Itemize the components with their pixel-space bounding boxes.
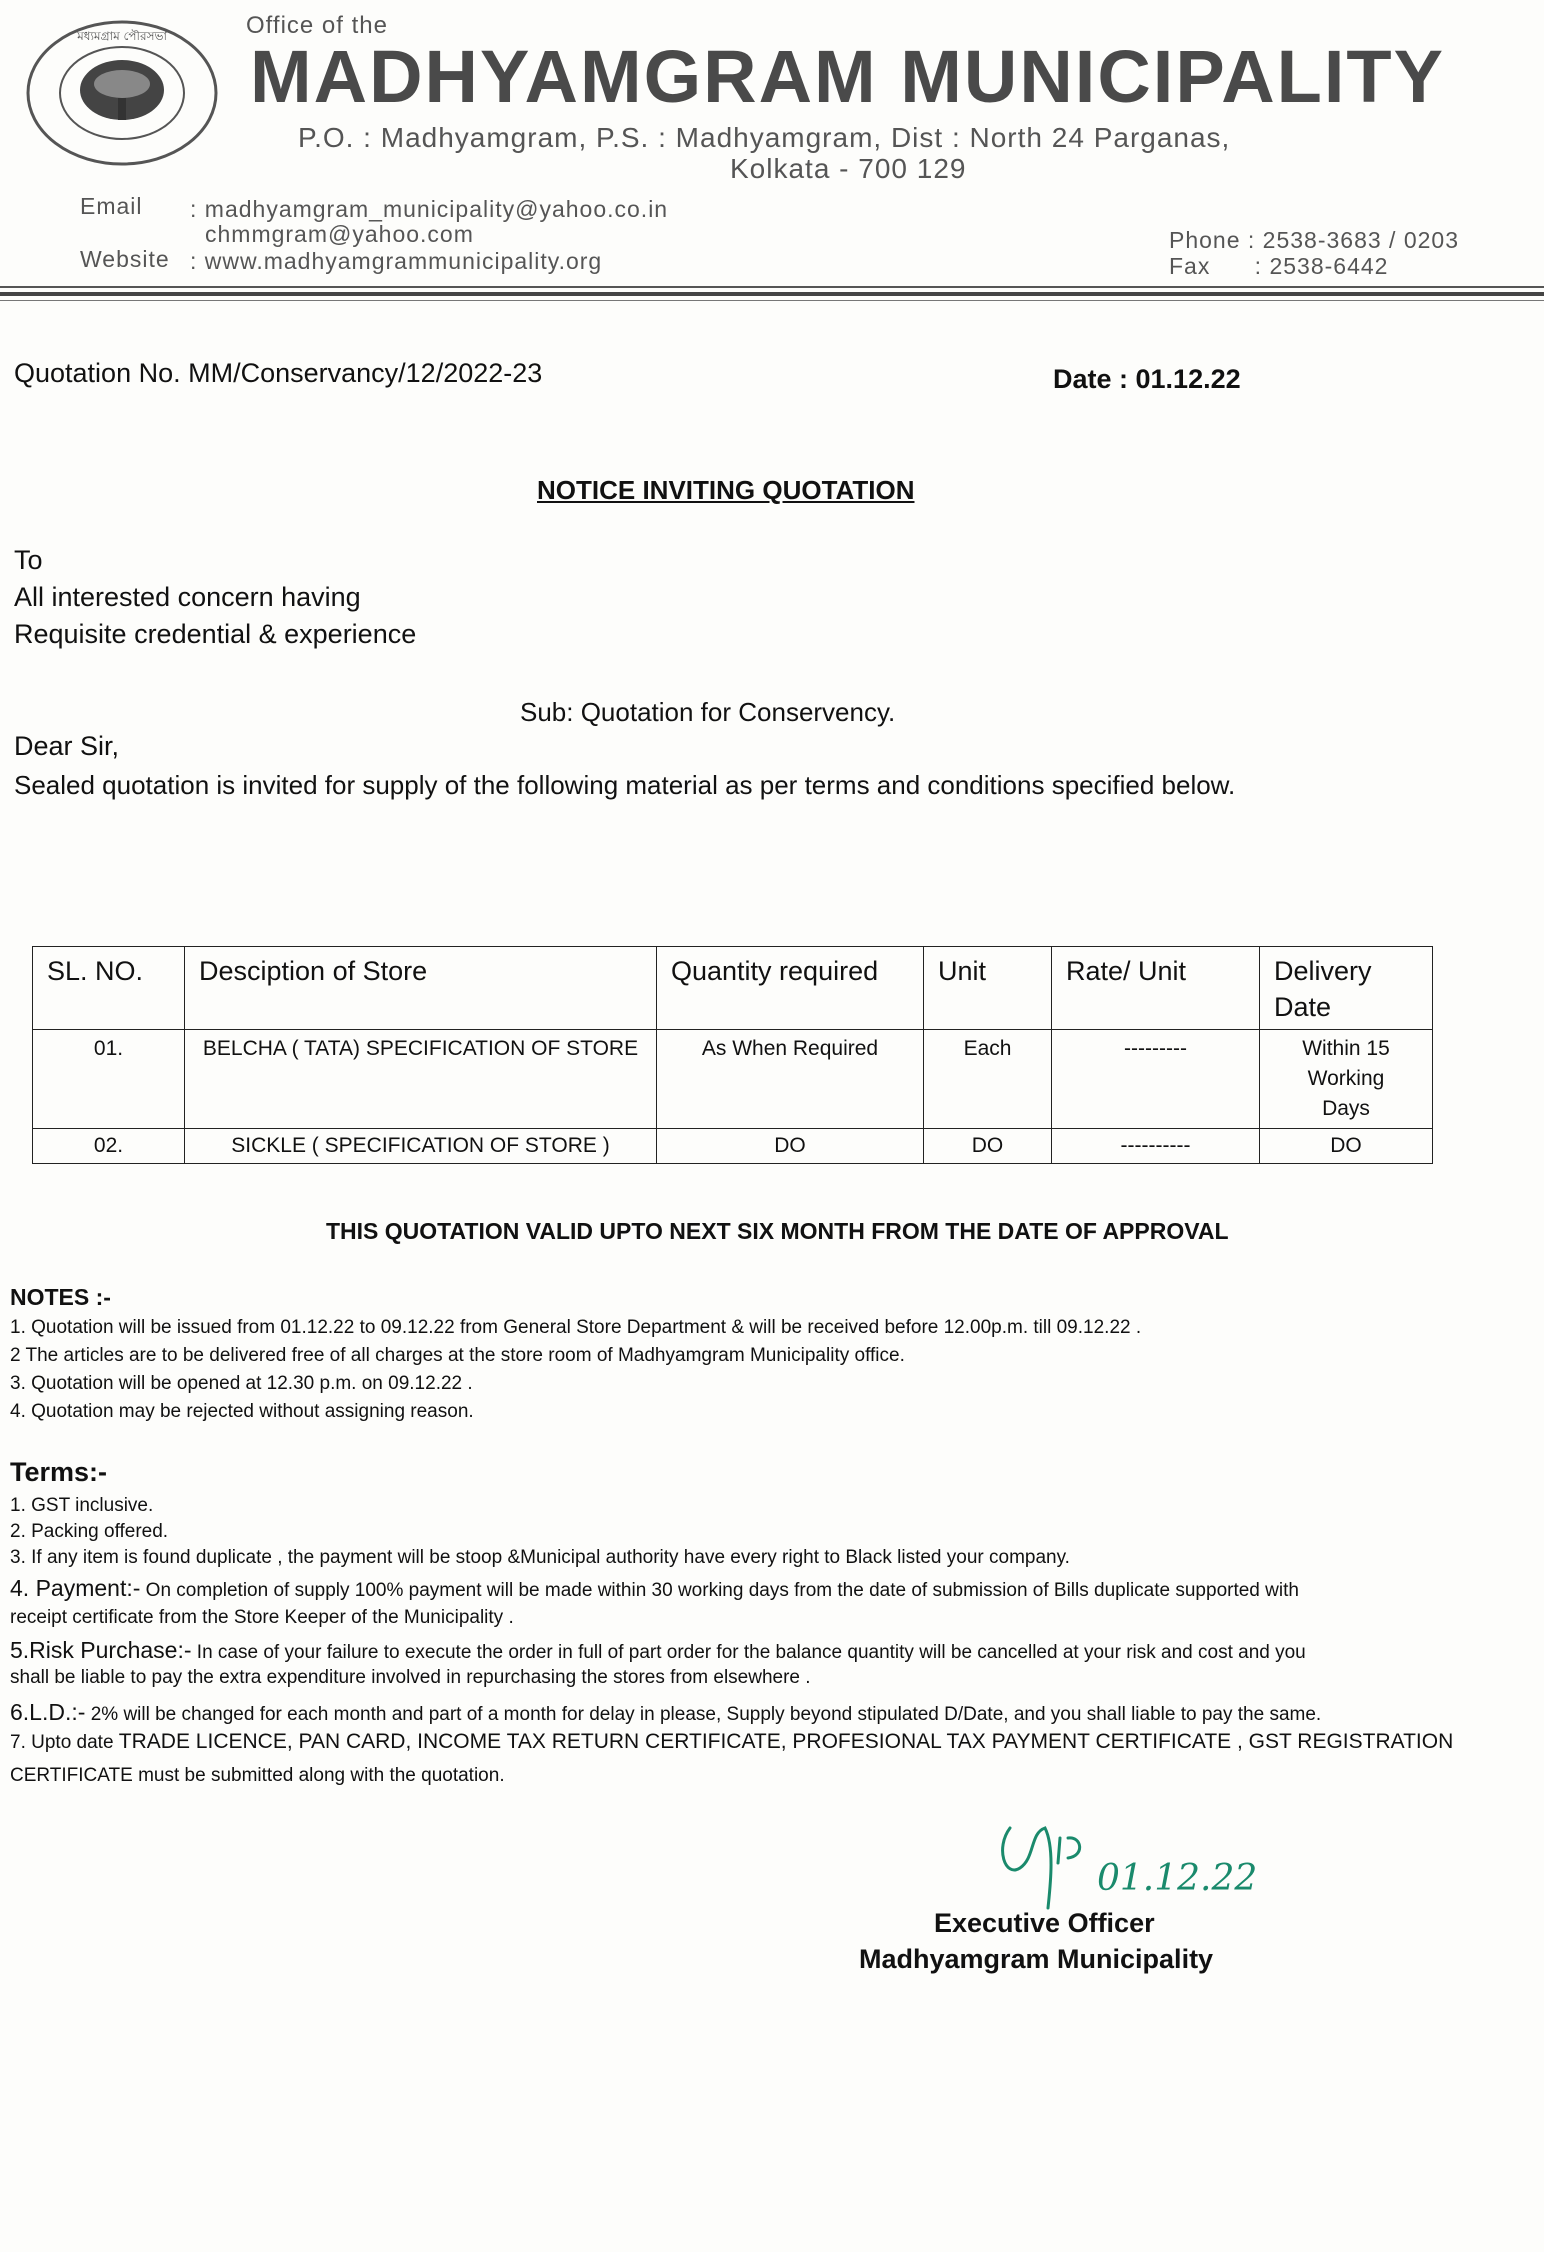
addressee-line2: Requisite credential & experience xyxy=(14,619,417,649)
salutation: Dear Sir, xyxy=(14,731,120,761)
letterhead-office-of: Office of the xyxy=(246,12,388,39)
term-item-documents xyxy=(10,1728,1453,1757)
handwritten-signature xyxy=(990,1808,1110,1918)
term-docs-suffix: must be submitted along with the quotation. xyxy=(132,1765,505,1786)
header-sl-no: SL. NO. xyxy=(33,947,185,1030)
letterhead-divider-thin xyxy=(0,286,1544,288)
note-item: 2 The articles are to be delivered free of all charges at the store room of Madhyamgram Municipality office. xyxy=(10,1345,905,1366)
letterhead-address-line1: P.O. : Madhyamgram, P.S. : Madhyamgram, Dist : North 24 Parganas, xyxy=(298,122,1231,153)
term-docs-list: TRADE LICENCE, PAN CARD, INCOME TAX RETURN CERTIFICATE, PROFESIONAL TAX PAYMENT CERTIFICATE , GST REGISTRATION xyxy=(118,1730,1454,1753)
cell-delivery-date: Within 15 Working Days xyxy=(1260,1030,1433,1129)
quotation-items-table xyxy=(32,946,1433,1164)
letterhead-address-line2: Kolkata - 700 129 xyxy=(730,153,967,184)
term-risk-continued: shall be liable to pay the extra expenditure involved in repurchasing the stores from elsewhere . xyxy=(10,1667,811,1688)
header-unit: Unit xyxy=(924,947,1052,1030)
cell-rate: --------- xyxy=(1052,1030,1260,1129)
addressee-to: To xyxy=(14,545,43,575)
term-risk-label: 5.Risk Purchase:- xyxy=(10,1637,192,1663)
quotation-date: Date : 01.12.22 xyxy=(1053,364,1241,394)
term-item-risk-purchase xyxy=(10,1636,1306,1667)
intro-paragraph: Sealed quotation is invited for supply of the following material as per terms and conditions specified below. xyxy=(14,770,1236,800)
fax-number: Fax : 2538-6442 xyxy=(1169,253,1389,279)
note-item: 4. Quotation may be rejected without assigning reason. xyxy=(10,1401,474,1422)
phone-numbers: Phone : 2538-3683 / 0203 xyxy=(1169,227,1460,253)
header-description: Desciption of Store xyxy=(185,947,657,1030)
signatory-designation: Executive Officer xyxy=(934,1908,1155,1938)
term-payment-continued: receipt certificate from the Store Keeper of the Municipality . xyxy=(10,1607,514,1628)
term-item: 3. If any item is found duplicate , the payment will be stoop &Municipal authority have every right to Black listed your company. xyxy=(10,1547,1070,1568)
note-item: 3. Quotation will be opened at 12.30 p.m. on 09.12.22 . xyxy=(10,1373,473,1394)
term-payment-label: 4. Payment:- xyxy=(10,1575,141,1601)
header-rate: Rate/ Unit xyxy=(1052,947,1260,1030)
table-header-row xyxy=(33,947,1433,1030)
cell-sl-no: 01. xyxy=(33,1030,185,1129)
quotation-number: Quotation No. MM/Conservancy/12/2022-23 xyxy=(14,358,543,388)
cell-description: BELCHA ( TATA) SPECIFICATION OF STORE xyxy=(185,1030,657,1129)
term-item: 2. Packing offered. xyxy=(10,1521,169,1542)
signatory-organisation: Madhyamgram Municipality xyxy=(859,1944,1214,1974)
term-item-payment xyxy=(10,1574,1299,1605)
seal-text: মধ্যমগ্রাম পৌরসভা xyxy=(77,29,167,43)
letterhead-divider-hairline xyxy=(0,300,1544,301)
term-documents-continued xyxy=(10,1762,505,1790)
website-url: : www.madhyamgrammunicipality.org xyxy=(190,248,603,274)
notes-heading: NOTES :- xyxy=(10,1284,111,1310)
subject-line: Sub: Quotation for Conservency. xyxy=(520,697,896,727)
cell-unit: Each xyxy=(924,1030,1052,1129)
email-label: Email xyxy=(80,193,143,219)
cell-rate: ---------- xyxy=(1052,1129,1260,1164)
cell-sl-no: 02. xyxy=(33,1129,185,1164)
term-docs-caps2: CERTIFICATE xyxy=(10,1765,133,1786)
letterhead-divider-thick xyxy=(0,292,1544,296)
cell-unit: DO xyxy=(924,1129,1052,1164)
term-item-ld xyxy=(10,1698,1321,1729)
email-address-1: : madhyamgram_municipality@yahoo.co.in xyxy=(190,196,669,222)
header-quantity: Quantity required xyxy=(657,947,924,1030)
term-item: 1. GST inclusive. xyxy=(10,1495,154,1516)
terms-heading: Terms:- xyxy=(10,1457,108,1487)
website-label: Website xyxy=(80,246,170,272)
handwritten-date: 01.12.22 xyxy=(1097,1858,1258,1899)
cell-description: SICKLE ( SPECIFICATION OF STORE ) xyxy=(185,1129,657,1164)
term-ld-text: 2% will be changed for each month and part of a month for delay in please, Supply beyond stipulated D/Date, and you shall liable to pay the same. xyxy=(85,1704,1322,1725)
table-row xyxy=(33,1129,1433,1164)
email-address-2: chmmgram@yahoo.com xyxy=(205,221,474,247)
validity-statement: THIS QUOTATION VALID UPTO NEXT SIX MONTH FROM THE DATE OF APPROVAL xyxy=(326,1218,1229,1244)
municipality-seal-logo xyxy=(24,18,220,168)
cell-quantity: DO xyxy=(657,1129,924,1164)
term-risk-text: In case of your failure to execute the order in full of part order for the balance quantity will be cancelled at your risk and cost and you xyxy=(191,1642,1306,1663)
letterhead-title: MADHYAMGRAM MUNICIPALITY xyxy=(250,35,1445,118)
term-docs-prefix: 7. Upto date xyxy=(10,1732,119,1753)
term-ld-label: 6.L.D.:- xyxy=(10,1699,86,1725)
header-delivery-date: Delivery Date xyxy=(1260,947,1433,1030)
cell-quantity: As When Required xyxy=(657,1030,924,1129)
term-payment-text: On completion of supply 100% payment will be made within 30 working days from the date of submission of Bills duplicate supported with xyxy=(140,1580,1299,1601)
note-item: 1. Quotation will be issued from 01.12.22 to 09.12.22 from General Store Department & will be received before 12.00p.m. till 09.12.22 . xyxy=(10,1317,1142,1338)
cell-delivery-date: DO xyxy=(1260,1129,1433,1164)
table-row xyxy=(33,1030,1433,1129)
notice-title: NOTICE INVITING QUOTATION xyxy=(537,475,915,505)
addressee-line1: All interested concern having xyxy=(14,582,361,612)
